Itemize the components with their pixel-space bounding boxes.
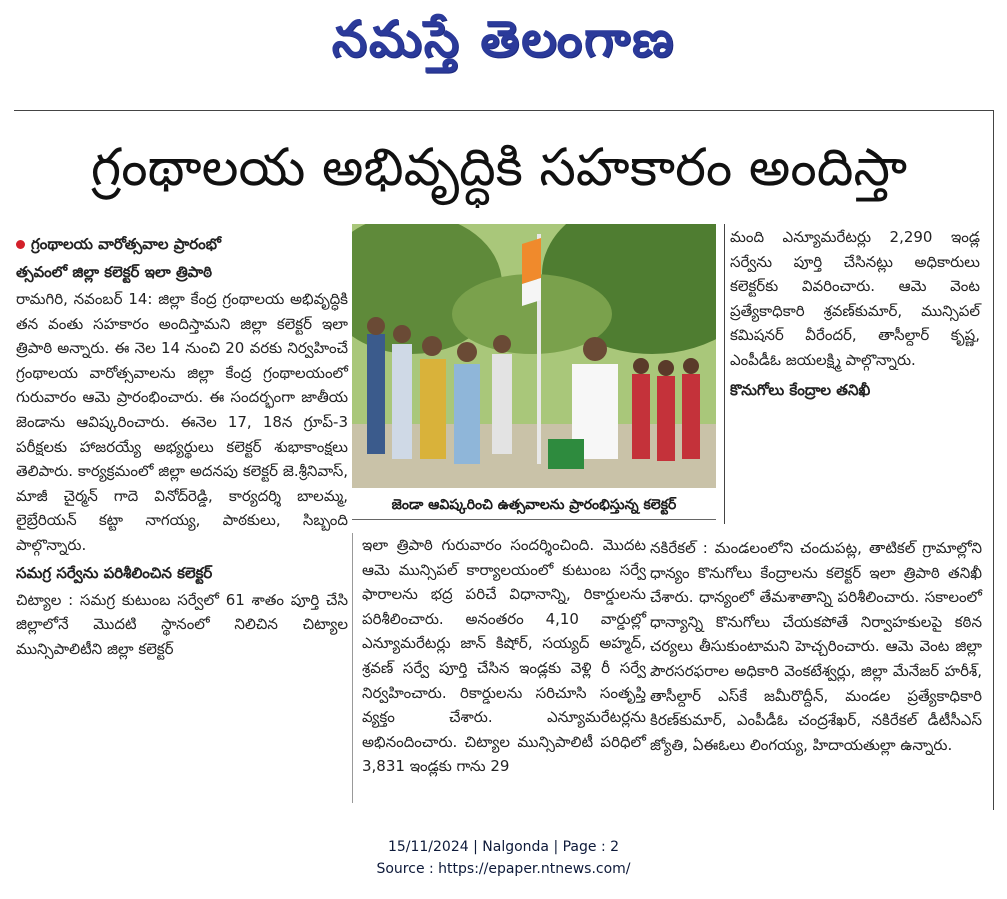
- page-footer: [0, 836, 1007, 880]
- article-body: ఇలా త్రిపాఠి గురువారం సందర్శించింది. మొదట ఆమె మున్సిపల్ కార్యాలయంలో కుటుంబ సర్వే ఫారాలను భద్ర పరిచే విధానాన్ని, రికార్డులను పరిశీలించారు. అనంతరం 4,10 వార్డుల్లో ఎన్యూమరేటర్లు జాన్ కిషోర్, సయ్యద్ అహ్మద్, శ్రవణ్ సర్వే పూర్తి చేసిన ఇండ్లకు వెళ్లి రీ సర్వే నిర్వహించారు. రికార్డులను సరిచూసి సంతృప్తి వ్యక్తం చేశారు. ఎన్యూమరేటర్లను అభినందించారు. చిట్యాల మున్సిపాలిటీ పరిధిలో 3,831 ఇండ్లకు గాను 29: [362, 536, 646, 776]
- article-column-3: [730, 225, 980, 405]
- masthead: [0, 0, 1007, 80]
- newspaper-logo: నమస్తే తెలంగాణ: [331, 10, 676, 68]
- news-photo: [352, 224, 716, 488]
- article-column-2: [362, 533, 646, 779]
- subheading: కొనుగోలు కేంద్రాల తనిఖీ: [730, 380, 871, 399]
- source-link[interactable]: Source : https://epaper.ntnews.com/: [376, 861, 631, 877]
- divider-top: [14, 110, 994, 111]
- article-body: రామగిరి, నవంబర్ 14: జిల్లా కేంద్ర గ్రంథాలయ అభివృద్ధికి తన వంతు సహకారం అందిస్తామని జిల్లా కలెక్టర్ ఇలా త్రిపాఠి అన్నారు. ఈ నెల 14 నుంచి 20 వరకు నిర్వహించే గ్రంథాలయ వారోత్సవాలను జిల్లా కేంద్ర గ్రంథాలయంలో గురువారం ఆమె ప్రారంభించారు. ఈ సందర్భంగా జాతీయ జెండాను ఆవిష్కరించారు. ఈనెల 17, 18న గ్రూప్-3 పరీక్షలకు హాజరయ్యే అభ్యర్థులు కలెక్టర్ శుభాకాంక్షలు తెలిపారు. కార్యక్రమంలో జిల్లా అదనపు కలెక్టర్ జె.శ్రీనివాస్, మాజీ చైర్మన్ గాదె వినోద్‌రెడ్డి, కార్యదర్శి బాలమ్మ, లైబ్రేరియన్ కట్టా నాగయ్య, పాఠకులు, సిబ్బంది పాల్గొన్నారు.: [16, 290, 348, 554]
- divider-right: [993, 110, 994, 810]
- article-body-2: చిట్యాల : సమగ్ర కుటుంబ సర్వేలో 61 శాతం పూర్తి చేసి జిల్లాలోనే మొదటి స్థానంలో నిలిచిన చిట్యాల మున్సిపాలిటీని జిల్లా కలెక్టర్: [16, 590, 348, 658]
- flag-hoisting-photo: [352, 224, 716, 488]
- kicker-continued: త్సవంలో జిల్లా కలెక్టర్ ఇలా త్రిపాఠి: [16, 263, 213, 281]
- kicker-text: గ్రంథాలయ వారోత్సవాల ప్రారంభో: [31, 235, 221, 253]
- article-body-2: నకిరేకల్ : మండలంలోని చందుపట్ల, తాటికల్ గ్రామాల్లోని ధాన్యం కొనుగోలు కేంద్రాలను కలెక్టర్ ఇలా త్రిపాఠి తనిఖీ చేశారు. ధాన్యంలో తేమశాతాన్ని పరిశీలించారు. సకాలంలో ధాన్యాన్ని కొనుగోలు చేయకపోతే నిర్వాహకులపై కఠిన చర్యలు తీసుకుంటామని హెచ్చరించారు. ఆమె వెంట జిల్లా పౌరసరఫరాల అధికారి వెంకటేశ్వర్లు, జిల్లా మేనేజర్ హరీశ్, తాసీల్దార్ ఎస్‌కే జమీరొద్దీన్, మండల ప్రత్యేకాధికారి కిరణ్‌కుమార్, ఎంపీడీఓ చంద్రశేఖర్, నకిరేకల్ డీటీసీఎస్ జ్యోతి, ఏఈఓలు లింగయ్య, హిదాయతుల్లా ఉన్నారు.: [650, 539, 982, 754]
- article-column-3-continued: [650, 536, 982, 757]
- article-column-1: [16, 229, 348, 661]
- kicker: [16, 231, 348, 257]
- photo-caption: జెండా ఆవిష్కరించి ఉత్సవాలను ప్రారంభిస్తున్న కలెక్టర్: [352, 490, 716, 520]
- edition-info: 15/11/2024 | Nalgonda | Page : 2: [387, 839, 620, 855]
- subheading: సమగ్ర సర్వేను పరిశీలించిన కలెక్టర్: [16, 563, 213, 582]
- bullet-icon: [16, 240, 25, 249]
- article-body: మంది ఎన్యూమరేటర్లు 2,290 ఇండ్ల సర్వేను పూర్తి చేసినట్లు అధికారులు కలెక్టర్‌కు వివరించారు. ఆమె వెంట ప్రత్యేకాధికారి శ్రవణ్‌కుమార్, మున్సిపల్ కమిషనర్ వీరేందర్, తాసీల్దార్ కృష్ణ, ఎంపీడీఓ జయలక్ష్మి పాల్గొన్నారు.: [730, 228, 980, 369]
- divider-col3: [724, 224, 725, 524]
- divider-col2: [352, 533, 353, 803]
- headline: గ్రంథాలయ అభివృద్ధికి సహకారం అందిస్తా: [90, 138, 908, 198]
